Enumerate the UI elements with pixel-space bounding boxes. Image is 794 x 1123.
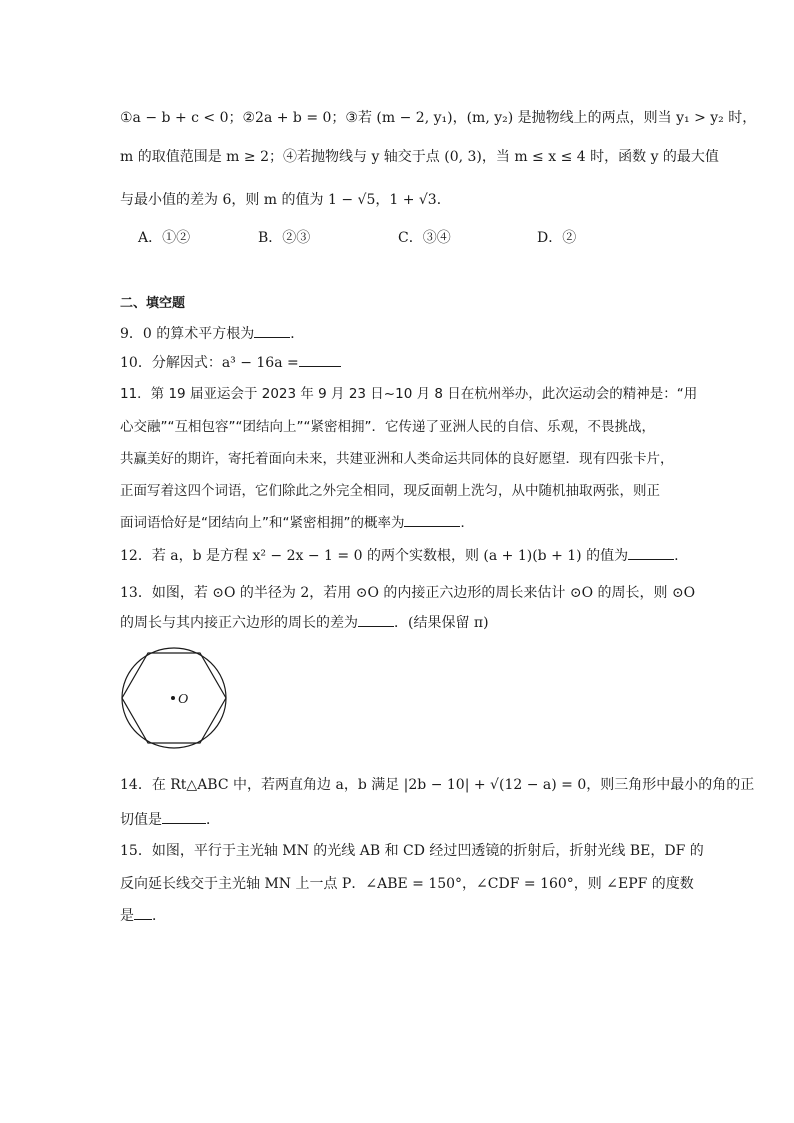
q9-text: 9．0 的算术平方根为 [120,326,255,342]
question-15-end: 是 ． [120,905,166,926]
q11-line-3: 共赢美好的期许，寄托着面向未来，共建亚洲和人类命运共同体的良好愿望．现有四张卡片， [120,451,674,467]
center-label: O [178,692,189,707]
choice-a: A．①② [138,230,191,246]
q8-line-2: m 的取值范围是 m ≥ 2；④若抛物线与 y 轴交于点 (0, 3)，当 m ≤ x ≤ 4 时，函数 y 的最大值 [120,149,719,165]
question-10 [120,352,341,373]
q8-line-1: ①a − b + c < 0；②2a + b = 0；③若 (m − 2, y₁)，(m, y₂) 是抛物线上的两点，则当 y₁ > y₂ 时， [120,110,757,126]
q9-answer-blank[interactable] [254,323,290,338]
q13-line-2-end: ．(结果保留 π) [394,615,489,631]
circle-hexagon-figure [118,646,230,750]
q14-line-2: 切值是 [120,812,162,828]
section-title: 二、填空题 [120,296,186,311]
question-11-end: 面词语恰好是“团结向上”和“紧密相拥”的概率为 ． [120,512,474,533]
q15-line-2: 反向延长线交于主光轴 MN 上一点 P．∠ABE = 150°，∠CDF = 160°，则 ∠EPF 的度数 [120,876,694,892]
q14-line-1: 14．在 Rt△ABC 中，若两直角边 a，b 满足 |2b − 10| + √(12 − a) = 0，则三角形中最小的角的正 [120,777,755,793]
q11-line-4: 正面写着这四个词语，它们除此之外完全相同，现反面朝上洗匀，从中随机抽取两张，则正 [120,483,660,499]
q11-line-5: 面词语恰好是“团结向上”和“紧密相拥”的概率为 [120,515,405,531]
choice-c: C．③④ [398,230,451,246]
q11-line-2: 心交融”“互相包容”“团结向上”“紧密相拥”．它传递了亚洲人民的自信、乐观，不畏挑战， [120,419,655,435]
q14-answer-blank[interactable] [162,809,206,824]
q11-answer-blank[interactable] [404,512,460,527]
choice-b: B．②③ [258,230,311,246]
question-13-end [120,612,489,633]
q11-line-1: 11．第 19 届亚运会于 2023 年 9 月 23 日~10 月 8 日在杭州举办，此次运动会的精神是：“用 [120,386,698,402]
q15-answer-blank[interactable] [134,905,152,920]
q13-answer-blank[interactable] [358,612,394,627]
q12-text: 12．若 a，b 是方程 x² − 2x − 1 = 0 的两个实数根，则 (a + 1)(b + 1) 的值为 [120,548,629,564]
question-14-end: 切值是 ． [120,809,220,830]
q10-text: 10．分解因式：a³ − 16a = [120,355,299,371]
q13-line-1: 13．如图，若 ⊙O 的半径为 2，若用 ⊙O 的内接正六边形的周长来估计 ⊙O 的周长，则 ⊙O [120,585,696,601]
q15-line-3: 是 [120,908,134,924]
q12-answer-blank[interactable] [628,545,674,560]
question-9: 9．0 的算术平方根为 ． [120,323,304,344]
center-point [171,696,175,700]
q15-line-1: 15．如图，平行于主光轴 MN 的光线 AB 和 CD 经过凹透镜的折射后，折射光线 BE，DF 的 [120,843,704,859]
q8-line-3: 与最小值的差为 6，则 m 的值为 1 − √5，1 + √3． [120,192,451,208]
q12-end: . [674,548,679,564]
question-12 [120,545,679,566]
q10-answer-blank[interactable] [299,352,341,367]
q13-line-2: 的周长与其内接正六边形的周长的差为 [120,615,358,631]
choice-d: D．② [537,230,577,246]
